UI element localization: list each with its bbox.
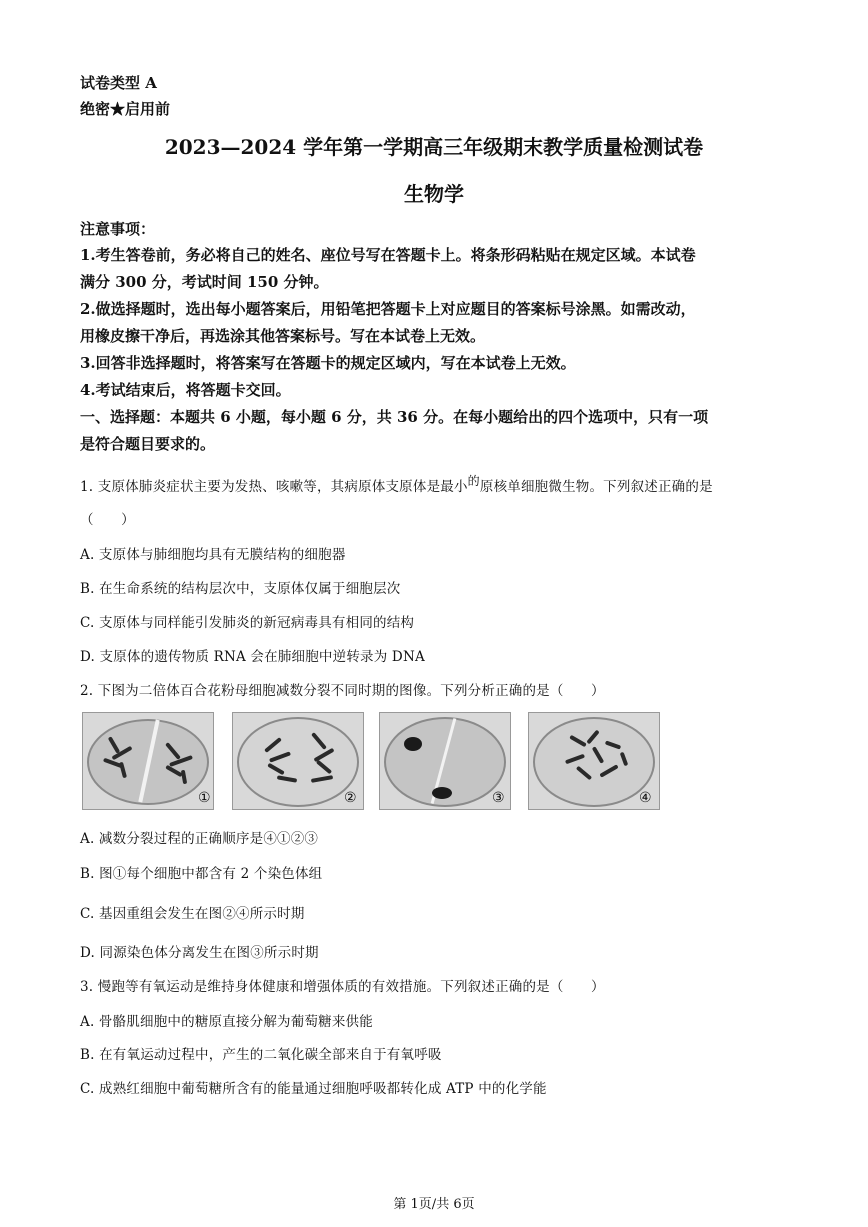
q2-option-a: A. 减数分裂过程的正确顺序是④①②③ bbox=[80, 831, 319, 847]
figure-1-image bbox=[82, 712, 214, 810]
question-2-stem: 2. 下图为二倍体百合花粉母细胞减数分裂不同时期的图像。下列分析正确的是（ ） bbox=[80, 683, 605, 699]
figure-3-label: ③ bbox=[492, 790, 505, 806]
figure-2-label: ② bbox=[344, 790, 357, 806]
q2-option-d: D. 同源染色体分离发生在图③所示时期 bbox=[80, 945, 319, 961]
q1-option-c: C. 支原体与同样能引发肺炎的新冠病毒具有相同的结构 bbox=[80, 615, 415, 631]
q3-option-c: C. 成熟红细胞中葡萄糖所含有的能量通过细胞呼吸都转化成 ATP 中的化学能 bbox=[80, 1081, 547, 1097]
section-heading-cont: 是符合题目要求的。 bbox=[80, 435, 216, 453]
q1-stem-part: 原核单细胞微生物。下列叙述正确的是 bbox=[479, 479, 713, 495]
figure-4-label: ④ bbox=[639, 790, 652, 806]
q1-stem-part: 1. 支原体肺炎症状主要为发热、咳嗽等，其病原体支原体是最小 bbox=[80, 479, 468, 495]
q1-option-b: B. 在生命系统的结构层次中，支原体仅属于细胞层次 bbox=[80, 581, 401, 597]
question-1-stem bbox=[80, 472, 713, 495]
q2-option-b: B. 图①每个细胞中都含有 2 个染色体组 bbox=[80, 866, 323, 882]
exam-title: 2023—2024 学年第一学期高三年级期末教学质量检测试卷 bbox=[164, 135, 704, 159]
section-heading: 一、选择题：本题共 6 小题，每小题 6 分，共 36 分。在每小题给出的四个选项中，只有一项 bbox=[80, 408, 709, 426]
note-line: 4.考试结束后，将答题卡交回。 bbox=[80, 381, 291, 399]
notes-heading: 注意事项： bbox=[80, 220, 156, 238]
note-line: 满分 300 分，考试时间 150 分钟。 bbox=[80, 273, 329, 291]
page-number: 第 1页/共 6页 bbox=[393, 1197, 475, 1212]
question-1-paren: （ ） bbox=[80, 512, 135, 528]
note-line: 1.考生答卷前，务必将自己的姓名、座位号写在答题卡上。将条形码粘贴在规定区域。本试卷 bbox=[80, 246, 696, 264]
figure-1-label: ① bbox=[198, 790, 211, 806]
question-3-stem: 3. 慢跑等有氧运动是维持身体健康和增强体质的有效措施。下列叙述正确的是（ ） bbox=[80, 979, 605, 995]
q1-option-a: A. 支原体与肺细胞均具有无膜结构的细胞器 bbox=[80, 547, 346, 563]
confidential-mark: 绝密★启用前 bbox=[80, 100, 171, 118]
q1-option-d: D. 支原体的遗传物质 RNA 会在肺细胞中逆转录为 DNA bbox=[80, 649, 425, 665]
subject-title: 生物学 bbox=[404, 182, 464, 206]
note-line: 3.回答非选择题时，将答案写在答题卡的规定区域内，写在本试卷上无效。 bbox=[80, 354, 576, 372]
q3-option-b: B. 在有氧运动过程中，产生的二氧化碳全部来自于有氧呼吸 bbox=[80, 1047, 442, 1063]
note-line: 用橡皮擦干净后，再选涂其他答案标号。写在本试卷上无效。 bbox=[80, 327, 486, 345]
note-line: 2.做选择题时，选出每小题答案后，用铅笔把答题卡上对应题目的答案标号涂黑。如需改动， bbox=[80, 300, 696, 318]
meiosis-figures bbox=[82, 712, 682, 812]
q2-option-c: C. 基因重组会发生在图②④所示时期 bbox=[80, 906, 305, 922]
q3-option-a: A. 骨骼肌细胞中的糖原直接分解为葡萄糖来供能 bbox=[80, 1014, 373, 1030]
paper-type: 试卷类型 A bbox=[80, 74, 157, 92]
q1-stem-sup: 的 bbox=[467, 474, 480, 488]
